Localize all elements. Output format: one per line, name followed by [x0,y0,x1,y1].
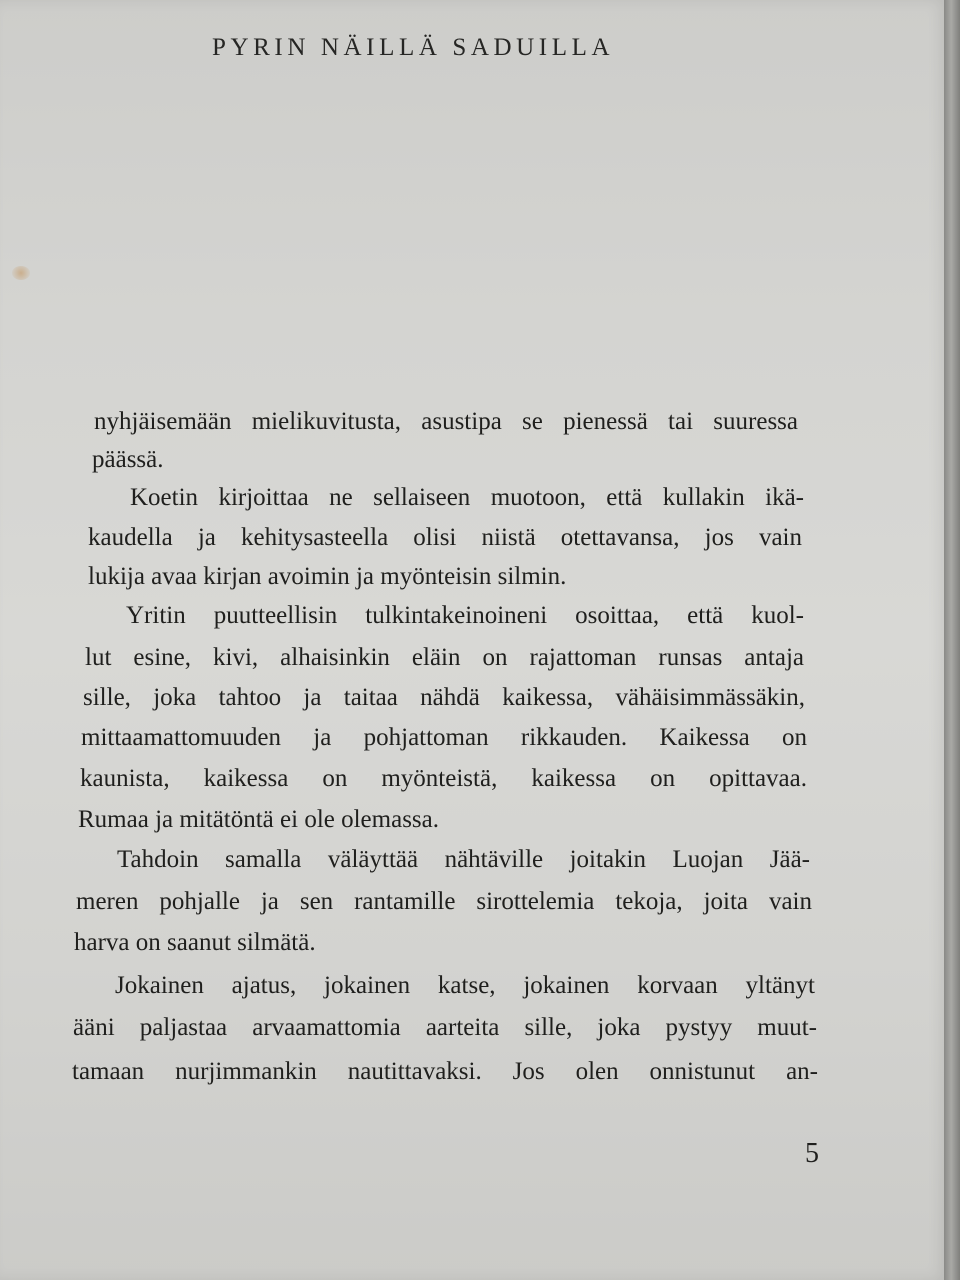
text-line: sille, joka tahtoo ja taitaa nähdä kaikessa, vähäisimmässäkin, [83,684,805,711]
text-line: mittaamattomuuden ja pohjattoman rikkauden. Kaikessa on [81,724,807,751]
text-line: Rumaa ja mitätöntä ei ole olemassa. [78,806,439,833]
text-line: ääni paljastaa arvaamattomia aarteita sille, joka pystyy muut- [73,1014,817,1041]
page-edge [944,0,960,1280]
text-line: lut esine, kivi, alhaisinkin eläin on rajattoman runsas antaja [85,644,804,671]
text-line: kaudella ja kehitysasteella olisi niistä otettavansa, jos vain [88,524,802,551]
running-head: PYRIN NÄILLÄ SADUILLA [212,34,615,61]
text-line: päässä. [92,446,164,473]
text-line: lukija avaa kirjan avoimin ja myönteisin silmin. [88,563,567,590]
text-line: Tahdoin samalla väläyttää nähtäville joitakin Luojan Jää- [117,846,810,873]
page-stain [12,266,30,280]
text-line: meren pohjalle ja sen rantamille sirottelemia tekoja, joita vain [76,888,812,915]
text-line: nyhjäisemään mielikuvitusta, asustipa se pienessä tai suuressa [94,408,798,435]
text-line: Koetin kirjoittaa ne sellaiseen muotoon, että kullakin ikä- [130,484,804,511]
text-line: tamaan nurjimmankin nautittavaksi. Jos olen onnistunut an- [72,1058,818,1085]
text-line: kaunista, kaikessa on myönteistä, kaikessa on opittavaa. [80,765,807,792]
text-line: Yritin puutteellisin tulkintakeinoineni osoittaa, että kuol- [126,602,804,629]
text-line: harva on saanut silmätä. [74,929,316,956]
page-number: 5 [805,1138,819,1169]
text-line: Jokainen ajatus, jokainen katse, jokainen korvaan yltänyt [115,972,815,999]
